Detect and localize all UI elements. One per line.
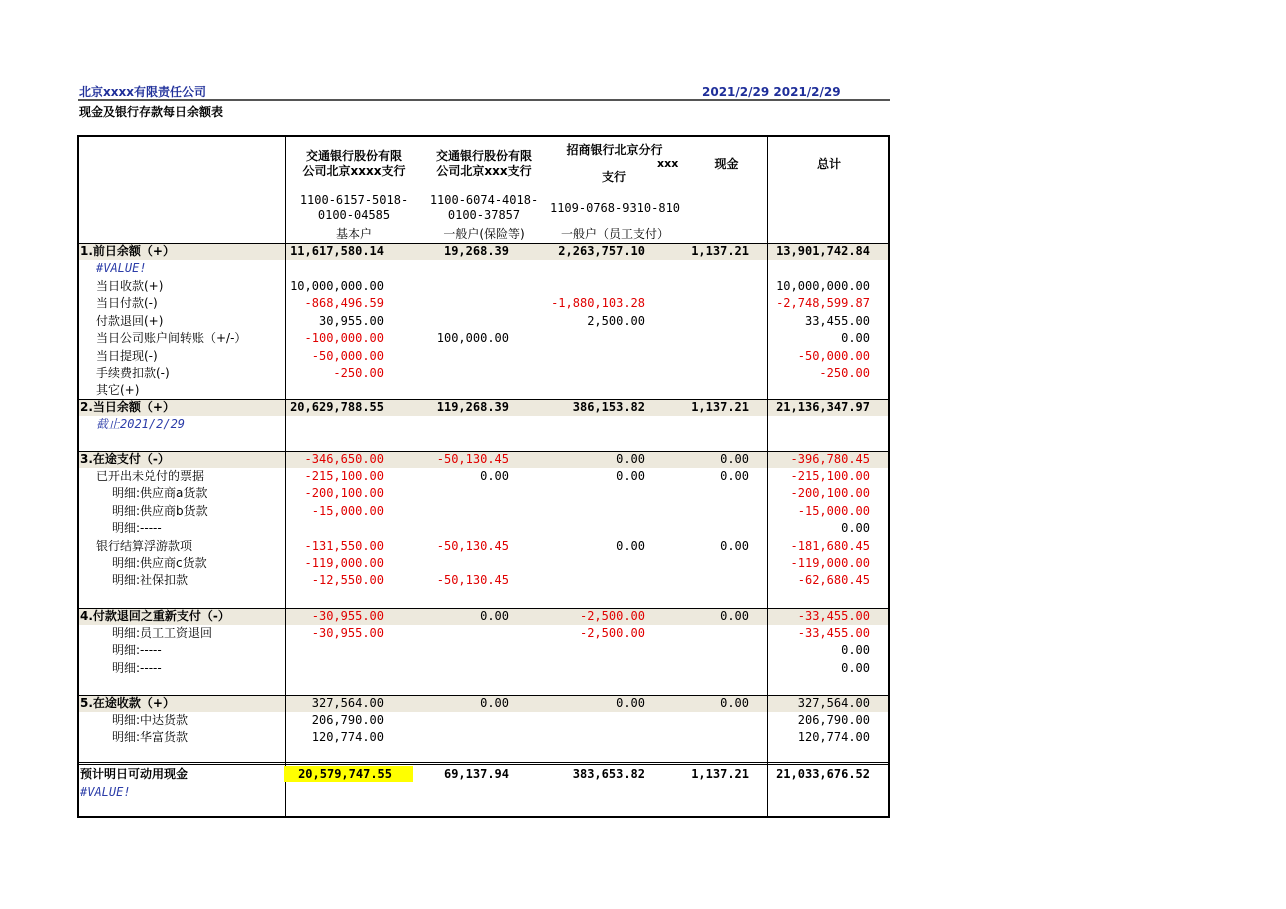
row-label: 当日公司账户间转账（+/-） [96,331,247,346]
value-cell: -62,680.45 [797,573,870,588]
row-label: 明细:员工工资退回 [112,626,213,640]
note-text: #VALUE! [80,785,131,799]
value-cell: 0.00 [720,538,749,553]
value-cell: 2,263,757.10 [558,244,645,258]
value-cell: -215,100.00 [304,469,384,483]
value-cell: -100,000.00 [304,331,384,346]
value-cell: -346,650.00 [304,452,384,466]
row-label: 明细:华富货款 [112,730,189,745]
value-cell: 30,955.00 [318,313,384,328]
value-cell: 0.00 [720,452,749,466]
value-cell: -33,455.00 [797,609,870,623]
value-cell: 0.00 [841,521,870,536]
value-cell: -30,955.00 [311,609,384,623]
value-cell: -200,100.00 [304,486,384,501]
row-label: 付款退回(+) [96,313,164,328]
row-label: 明细:供应商a货款 [112,486,208,501]
value-cell: -2,748,599.87 [776,296,870,311]
value-cell: 33,455.00 [804,313,870,328]
value-cell: -215,100.00 [790,469,870,483]
col-header-cmb-xxx: xxx [657,157,679,170]
value-cell: 1,137.21 [691,400,749,414]
value-cell: -15,000.00 [311,503,384,518]
header-rule [78,99,890,101]
value-cell: -1,880,103.28 [551,296,645,311]
value-cell: -181,680.45 [790,538,870,553]
value-cell: -33,455.00 [797,626,870,640]
report-date: 2021/2/29 2021/2/29 [702,85,841,99]
value-cell: 20,579,747.55 [284,766,413,782]
col-divider [767,137,768,816]
section-label: 2.当日余额（+） [80,400,175,414]
value-cell: 0.00 [841,660,870,675]
col-header-cash: 现金 [714,157,739,171]
value-cell: -131,550.00 [304,538,384,553]
row-label: 明细:----- [112,643,162,658]
value-cell: 13,901,742.84 [776,244,870,258]
row-label: 当日收款(+) [96,279,164,293]
value-cell: 21,033,676.52 [776,767,870,781]
row-label: 银行结算浮游款项 [96,538,193,553]
section-label: 4.付款退回之重新支付（-） [80,609,230,623]
value-cell: 0.00 [616,452,645,466]
value-cell: -396,780.45 [790,452,870,466]
value-cell: -50,130.45 [436,538,509,553]
value-cell: 327,564.00 [311,696,384,710]
value-cell: 0.00 [720,609,749,623]
row-label: 当日付款(-) [96,296,158,311]
value-cell: -250.00 [333,366,384,380]
report-title: 现金及银行存款每日余额表 [79,105,224,119]
value-cell: 327,564.00 [797,696,870,710]
value-cell: 0.00 [720,696,749,710]
value-cell: 119,268.39 [436,400,509,414]
company-name: 北京xxxx有限责任公司 [79,85,206,99]
value-cell: 1,137.21 [691,767,749,781]
row-label: 明细:供应商b货款 [112,503,208,518]
row-label: 手续费扣款(-) [96,366,170,380]
value-cell: 0.00 [841,643,870,658]
account-number: 1100-6157-5018- 0100-04585 [299,193,409,222]
value-cell: 1,137.21 [691,244,749,258]
value-cell: -868,496.59 [304,296,384,311]
col-header-total: 总计 [816,157,841,171]
value-cell: 0.00 [480,469,509,483]
value-cell: 120,774.00 [311,730,384,745]
col-header-cmb-branch: 支行 [601,170,626,184]
value-cell: 69,137.94 [443,767,509,781]
value-cell: -250.00 [819,366,870,380]
col-divider [285,137,286,816]
row-label: 明细:----- [112,660,162,675]
row-label: 明细:社保扣款 [112,573,189,588]
value-cell: 0.00 [720,469,749,483]
value-cell: 0.00 [616,696,645,710]
section-label: 预计明日可动用现金 [80,767,189,781]
value-cell: -50,130.45 [436,573,509,588]
row-label: 当日提现(-) [96,348,158,363]
value-cell: -50,130.45 [436,452,509,466]
value-cell: 0.00 [841,331,870,346]
value-cell: 0.00 [480,696,509,710]
balance-table [77,135,890,818]
value-cell: -119,000.00 [790,556,870,570]
value-cell: -15,000.00 [797,503,870,518]
row-label: 明细:供应商c货款 [112,556,207,570]
value-cell: -50,000.00 [797,348,870,363]
row-label: 明细:中达货款 [112,713,189,727]
value-cell: 0.00 [480,609,509,623]
value-cell: 386,153.82 [572,400,645,414]
account-number: 1109-0768-9310-810 [549,201,681,215]
row-label: 明细:----- [112,521,162,536]
section-label: 3.在途支付（-） [80,452,170,466]
col-header-bocom-2: 交通银行股份有限 公司北京xxx支行 [435,149,532,178]
value-cell: 10,000,000.00 [290,279,384,293]
value-cell: 383,653.82 [572,767,645,781]
value-cell: 120,774.00 [797,730,870,745]
value-cell: 0.00 [616,538,645,553]
col-header-bocom-1: 交通银行股份有限 公司北京xxxx支行 [302,149,406,178]
value-cell: 100,000.00 [436,331,509,346]
col-header-cmb: 招商银行北京分行 [566,143,663,157]
value-cell: -30,955.00 [311,626,384,640]
row-label: 其它(+) [96,383,140,398]
value-cell: -12,550.00 [311,573,384,588]
section-label: 1.前日余额（+） [80,244,175,258]
account-type: 一般户（员工支付） [560,227,669,241]
value-cell: 206,790.00 [797,713,870,727]
value-cell: -2,500.00 [579,609,645,623]
section-label: 5.在途收款（+） [80,696,175,710]
value-cell: 206,790.00 [311,713,384,727]
note-text: #VALUE! [96,261,147,275]
value-cell: 2,500.00 [587,313,645,328]
value-cell: -119,000.00 [304,556,384,570]
value-cell: 21,136,347.97 [776,400,870,414]
value-cell: 11,617,580.14 [290,244,384,258]
value-cell: 19,268.39 [443,244,509,258]
value-cell: -50,000.00 [311,348,384,363]
value-cell: -200,100.00 [790,486,870,501]
value-cell: 10,000,000.00 [776,279,870,293]
account-number: 1100-6074-4018- 0100-37857 [429,193,539,222]
note-text: 截止2021/2/29 [96,417,186,431]
value-cell: 0.00 [616,469,645,483]
account-type: 基本户 [335,227,372,241]
value-cell: -2,500.00 [579,626,645,640]
row-label: 已开出未兑付的票据 [96,469,205,483]
value-cell: 20,629,788.55 [290,400,384,414]
account-type: 一般户(保险等) [443,227,525,241]
